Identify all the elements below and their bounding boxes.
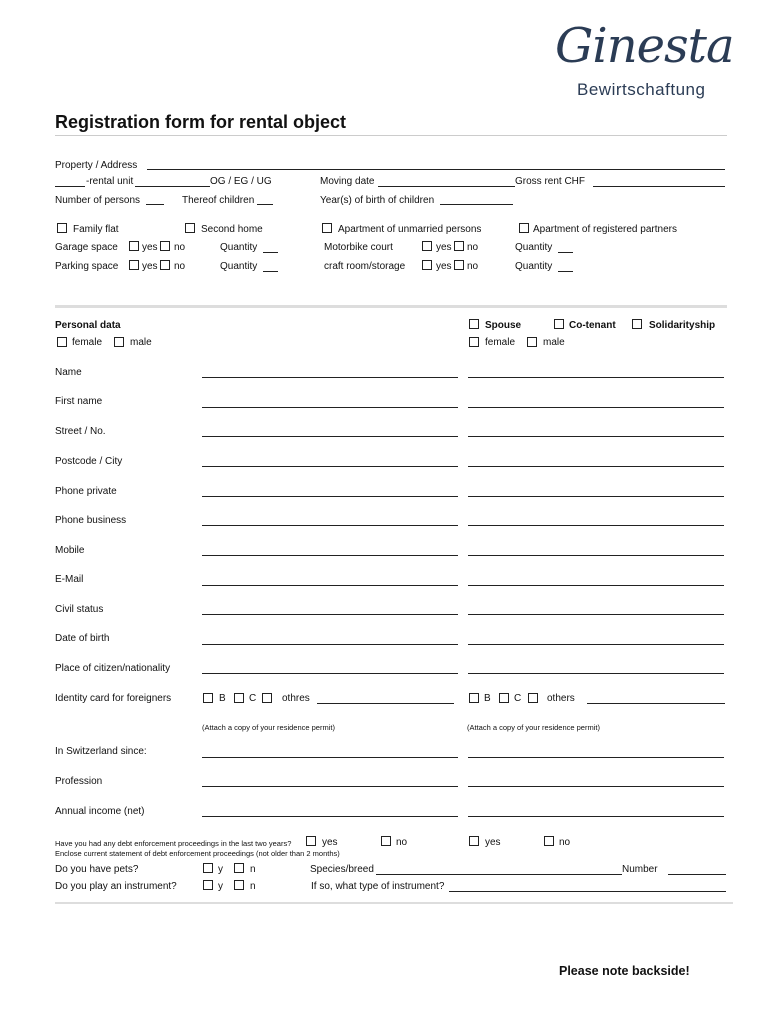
family-flat-checkbox[interactable]: [57, 223, 67, 233]
parking-quantity-label: Quantity: [220, 261, 258, 272]
right-male-label: male: [543, 337, 565, 348]
dob-field-left[interactable]: [202, 644, 458, 645]
second-home-label: Second home: [201, 224, 263, 235]
instrument-type-field[interactable]: [449, 891, 726, 892]
profession-field-right[interactable]: [468, 786, 724, 787]
motorbike-court-label: Motorbike court: [324, 242, 393, 253]
mobile-field-right[interactable]: [468, 555, 724, 556]
gross-rent-field[interactable]: [593, 186, 725, 187]
craft-no-label: no: [467, 261, 479, 272]
solidarity-label: Solidarityship: [649, 320, 716, 331]
number-of-persons-label: Number of persons: [55, 195, 141, 206]
rental-unit-prefix-field[interactable]: [55, 186, 85, 187]
right-female-checkbox[interactable]: [469, 337, 479, 347]
left-female-label: female: [72, 337, 103, 348]
right-debt-yes-label: yes: [485, 837, 501, 848]
family-flat-label: Family flat: [73, 224, 119, 235]
dob-label: Date of birth: [55, 633, 110, 644]
motorbike-no-checkbox[interactable]: [454, 241, 464, 251]
company-logo-subtitle: Bewirtschaftung: [577, 80, 706, 99]
first-name-field-left[interactable]: [202, 407, 458, 408]
garage-yes-checkbox[interactable]: [129, 241, 139, 251]
og-eg-ug-label: OG / EG / UG: [210, 176, 272, 187]
apartment-registered-label: Apartment of registered partners: [533, 224, 677, 235]
pets-no-label: n: [250, 864, 256, 875]
street-field-right[interactable]: [468, 436, 724, 437]
spouse-label: Spouse: [485, 320, 522, 331]
right-debt-no-label: no: [559, 837, 571, 848]
moving-date-label: Moving date: [320, 176, 375, 187]
email-label: E-Mail: [55, 574, 84, 585]
rental-unit-label: -rental unit: [86, 176, 134, 187]
email-field-right[interactable]: [468, 585, 724, 586]
parking-yes-label: yes: [142, 261, 158, 272]
name-field-right[interactable]: [468, 377, 724, 378]
income-label: Annual income (net): [55, 806, 145, 817]
apartment-unmarried-label: Apartment of unmarried persons: [338, 224, 482, 235]
left-permit-b-label: B: [219, 693, 226, 704]
right-attach-note: (Attach a copy of your residence permit): [467, 723, 600, 732]
debt-enclose-note: Enclose current statement of debt enforcement proceedings (not older than 2 months): [55, 849, 340, 858]
left-female-checkbox[interactable]: [57, 337, 67, 347]
craft-quantity-field[interactable]: [558, 271, 573, 272]
phone-private-field-left[interactable]: [202, 496, 458, 497]
mobile-field-left[interactable]: [202, 555, 458, 556]
phone-private-label: Phone private: [55, 486, 117, 497]
pets-yes-label: y: [218, 864, 223, 875]
property-address-field[interactable]: [147, 169, 725, 170]
phone-private-field-right[interactable]: [468, 496, 724, 497]
property-address-label: Property / Address: [55, 160, 138, 171]
left-debt-no-label: no: [396, 837, 408, 848]
garage-no-checkbox[interactable]: [160, 241, 170, 251]
parking-no-checkbox[interactable]: [160, 260, 170, 270]
left-permit-others-checkbox[interactable]: [262, 693, 272, 703]
phone-business-field-right[interactable]: [468, 525, 724, 526]
right-permit-others-field[interactable]: [587, 703, 725, 704]
right-debt-yes-checkbox[interactable]: [469, 836, 479, 846]
rental-unit-field[interactable]: [135, 186, 210, 187]
year-birth-children-label: Year(s) of birth of children: [320, 195, 435, 206]
citizen-label: Place of citizen/nationality: [55, 663, 171, 674]
motorbike-quantity-label: Quantity: [515, 242, 553, 253]
right-permit-b-checkbox[interactable]: [469, 693, 479, 703]
name-label: Name: [55, 367, 82, 378]
co-tenant-label: Co-tenant: [569, 320, 616, 331]
craft-no-checkbox[interactable]: [454, 260, 464, 270]
gross-rent-label: Gross rent CHF: [515, 176, 586, 187]
left-debt-yes-label: yes: [322, 837, 338, 848]
spouse-checkbox[interactable]: [469, 319, 479, 329]
garage-quantity-label: Quantity: [220, 242, 258, 253]
pets-yes-checkbox[interactable]: [203, 863, 213, 873]
craft-room-label: craft room/storage: [324, 261, 406, 272]
instrument-yes-checkbox[interactable]: [203, 880, 213, 890]
street-field-left[interactable]: [202, 436, 458, 437]
right-permit-others-checkbox[interactable]: [528, 693, 538, 703]
switzerland-field-right[interactable]: [468, 757, 724, 758]
postcode-label: Postcode / City: [55, 456, 123, 467]
right-permit-c-checkbox[interactable]: [499, 693, 509, 703]
garage-quantity-field[interactable]: [263, 252, 278, 253]
income-field-left[interactable]: [202, 816, 458, 817]
left-permit-c-label: C: [249, 693, 257, 704]
switzerland-label: In Switzerland since:: [55, 746, 147, 757]
motorbike-no-label: no: [467, 242, 479, 253]
section-divider: [55, 305, 727, 308]
parking-quantity-field[interactable]: [263, 271, 278, 272]
thereof-children-field[interactable]: [257, 204, 273, 205]
thereof-children-label: Thereof children: [182, 195, 255, 206]
pets-question: Do you have pets?: [55, 864, 139, 875]
backside-note: Please note backside!: [559, 964, 690, 978]
instrument-type-label: If so, what type of instrument?: [311, 881, 445, 892]
craft-quantity-label: Quantity: [515, 261, 553, 272]
name-field-left[interactable]: [202, 377, 458, 378]
parking-yes-checkbox[interactable]: [129, 260, 139, 270]
parking-no-label: no: [174, 261, 186, 272]
number-of-persons-field[interactable]: [146, 204, 164, 205]
motorbike-yes-label: yes: [436, 242, 452, 253]
craft-yes-checkbox[interactable]: [422, 260, 432, 270]
left-permit-c-checkbox[interactable]: [234, 693, 244, 703]
bottom-divider: [55, 902, 733, 904]
parking-space-label: Parking space: [55, 261, 119, 272]
profession-label: Profession: [55, 776, 103, 787]
postcode-field-left[interactable]: [202, 466, 458, 467]
motorbike-yes-checkbox[interactable]: [422, 241, 432, 251]
instrument-yes-label: y: [218, 881, 223, 892]
right-permit-others-label: others: [547, 693, 575, 704]
right-debt-no-checkbox[interactable]: [544, 836, 554, 846]
instrument-no-label: n: [250, 881, 256, 892]
left-debt-yes-checkbox[interactable]: [306, 836, 316, 846]
debt-question: Have you had any debt enforcement proceedings in the last two years?: [55, 839, 292, 848]
phone-business-label: Phone business: [55, 515, 127, 526]
email-field-left[interactable]: [202, 585, 458, 586]
second-home-checkbox[interactable]: [185, 223, 195, 233]
citizen-field-left[interactable]: [202, 673, 458, 674]
moving-date-field[interactable]: [378, 186, 515, 187]
street-label: Street / No.: [55, 426, 106, 437]
pets-number-label: Number: [622, 864, 658, 875]
citizen-field-right[interactable]: [468, 673, 724, 674]
right-male-checkbox[interactable]: [527, 337, 537, 347]
right-permit-c-label: C: [514, 693, 522, 704]
apartment-registered-checkbox[interactable]: [519, 223, 529, 233]
instrument-question: Do you play an instrument?: [55, 881, 177, 892]
title-divider: [55, 135, 727, 136]
first-name-field-right[interactable]: [468, 407, 724, 408]
identity-label: Identity card for foreigners: [55, 693, 172, 704]
solidarity-checkbox[interactable]: [632, 319, 642, 329]
left-male-label: male: [130, 337, 152, 348]
year-birth-children-field[interactable]: [440, 204, 513, 205]
garage-yes-label: yes: [142, 242, 158, 253]
left-permit-others-field[interactable]: [317, 703, 454, 704]
civil-status-field-left[interactable]: [202, 614, 458, 615]
form-title: Registration form for rental object: [55, 112, 347, 132]
mobile-label: Mobile: [55, 545, 85, 556]
left-permit-b-checkbox[interactable]: [203, 693, 213, 703]
species-field[interactable]: [376, 874, 622, 875]
right-female-label: female: [485, 337, 516, 348]
craft-yes-label: yes: [436, 261, 452, 272]
phone-business-field-left[interactable]: [202, 525, 458, 526]
left-debt-no-checkbox[interactable]: [381, 836, 391, 846]
personal-data-heading: Personal data: [55, 320, 121, 331]
company-logo: Ginesta: [555, 18, 734, 74]
garage-space-label: Garage space: [55, 242, 118, 253]
garage-no-label: no: [174, 242, 186, 253]
pets-no-checkbox[interactable]: [234, 863, 244, 873]
civil-status-field-right[interactable]: [468, 614, 724, 615]
instrument-no-checkbox[interactable]: [234, 880, 244, 890]
pets-number-field[interactable]: [668, 874, 726, 875]
civil-status-label: Civil status: [55, 604, 104, 615]
co-tenant-checkbox[interactable]: [554, 319, 564, 329]
species-label: Species/breed: [310, 864, 374, 875]
left-attach-note: (Attach a copy of your residence permit): [202, 723, 335, 732]
postcode-field-right[interactable]: [468, 466, 724, 467]
left-male-checkbox[interactable]: [114, 337, 124, 347]
switzerland-field-left[interactable]: [202, 757, 458, 758]
right-permit-b-label: B: [484, 693, 491, 704]
income-field-right[interactable]: [468, 816, 724, 817]
profession-field-left[interactable]: [202, 786, 458, 787]
apartment-unmarried-checkbox[interactable]: [322, 223, 332, 233]
first-name-label: First name: [55, 396, 103, 407]
motorbike-quantity-field[interactable]: [558, 252, 573, 253]
left-permit-others-label: othres: [282, 693, 310, 704]
dob-field-right[interactable]: [468, 644, 724, 645]
